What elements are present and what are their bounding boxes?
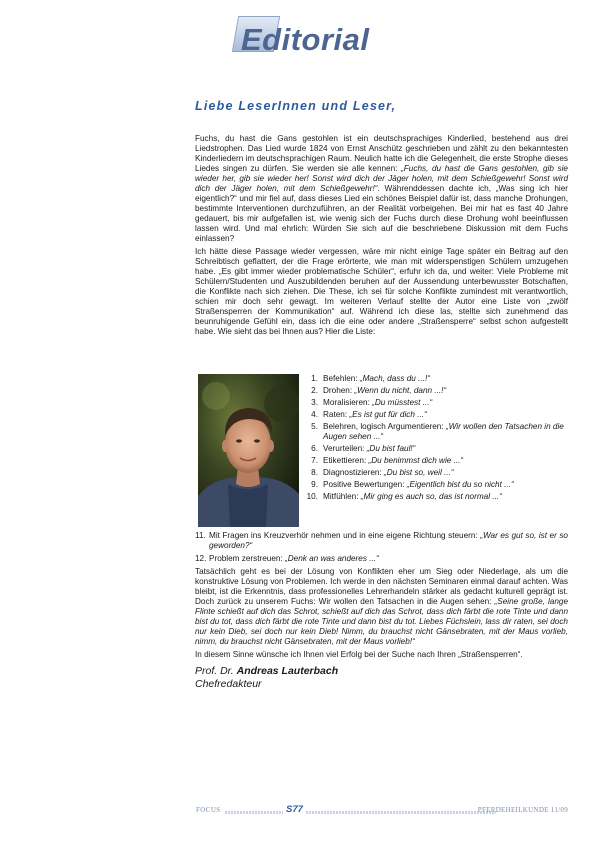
signature-title: Prof. Dr. xyxy=(195,665,237,677)
paragraph-4: In diesem Sinne wünsche ich Ihnen viel Erfolg bei der Suche nach Ihren „Straßensperren“. xyxy=(195,650,523,659)
list-item: 6. Verurteilen: „Du bist faul!“ xyxy=(311,444,416,453)
page-footer xyxy=(0,804,595,818)
list-item: 10. Mitfühlen: „Mir ging es auch so, das ist normal ...“ xyxy=(306,492,502,501)
paragraph-2: Ich hätte diese Passage wieder vergessen, wäre mir nicht einige Tage später ein Beitrag auf den Schreibtisch geflattert, der die Frage erörterte, wie man mit widerspenstigen Schülern umzugehen habe. „Es gibt immer wieder problematische Schüler“, erfuhr ich da, und weiter: Viele Probleme mit Schülern/Studenten und Auszubildenden beruhen auf der Aussendung unterbewusster Botschaften, die Konflikte nach sich ziehen. Die These, ich sei für solche Konflikte zumindest mit verantwortlich, schien mir doch sehr gewagt. Im weiteren Verlauf stellte der Autor eine Liste von „zwölf Straßensperren der Kommunikation“ auf. Während ich diese las, stellte sich zunehmend das beunruhigende Gefühl ein, dass ich die eine oder andere „Straßensperre“ selbst schon aufgestellt habe. Wie sieht das bei Ihnen aus? Hier die Liste: xyxy=(195,247,568,336)
paragraph-1-text: Fuchs, du hast die Gans gestohlen ist ein deutschsprachiges Kinderlied, bestehend aus drei Liedstrophen. Das Lied wurde 1824 von Ernst Anschütz geschrieben und zählt zu den bekanntesten Kinderliedern im deutschsprachigen Raum. Neulich hatte ich die Gelegenheit, die erste Strophe dieses Liedes singen zu dürfen. Sie werden sie alle kennen: xyxy=(195,134,568,173)
list-item: 3. Moralisieren: „Du müsstest ...“ xyxy=(311,398,433,407)
list-item: 12. Problem zerstreuen: „Denk an was anderes ...“ xyxy=(195,554,379,563)
song-quote: „Fuchs, du hast die Gans gestohlen, gib sie wieder her, gib sie wieder her! Sonst wird dich der Jäger holen, mit dem Schießgewehr! Sonst wird dich der Jäger holen, mit dem Schießgewehr!“ xyxy=(195,164,568,193)
portrait-illustration xyxy=(198,374,299,527)
footer-journal: PFERDEHEILKUNDE 11/09 xyxy=(477,806,568,814)
editorial-logo xyxy=(233,14,373,56)
paragraph-3 xyxy=(195,567,568,647)
list-item: 2. Drohen: „Wenn du nicht, dann ...!“ xyxy=(311,386,447,395)
footer-rule xyxy=(225,811,496,814)
signature-name: Andreas Lauterbach xyxy=(236,665,339,677)
body-lower xyxy=(195,531,568,691)
logo-text: Editorial xyxy=(241,22,370,57)
list-item: 11. Mit Fragen ins Kreuzverhör nehmen und in eine eigene Richtung steuern: „War es gut so, ist er so geworden?“ xyxy=(195,531,568,550)
footer-section: FOCUS xyxy=(196,806,221,814)
signature-name-line xyxy=(195,665,568,678)
paragraph-3-text: Tatsächlich geht es bei der Lösung von Konflikten eher um Sieg oder Niederlage, als um die konstruktive Lösung von Problemen. Ich werde in den nächsten Seminaren einmal darauf achten. Was bleibt, ist die Erkenntnis, dass professionelles Lehrerhandeln stärker als gedacht kulturell geprägt ist. Doch zurück zu unserem Fuchs: Wir wollen den Tatsachen in die Augen sehen: xyxy=(195,567,568,606)
list-item: 1. Befehlen: „Mach, dass du ...!“ xyxy=(311,374,430,383)
signature-block xyxy=(195,665,568,691)
editor-portrait-photo xyxy=(198,374,299,527)
list-item: 9. Positive Bewertungen: „Eigentlich bist du so nicht ...“ xyxy=(311,480,514,489)
list-item: 4. Raten: „Es ist gut für dich ...“ xyxy=(311,410,427,419)
roadblocks-list xyxy=(304,374,568,504)
page-number: S77 xyxy=(283,804,306,815)
list-item: 7. Etikettieren: „Du benimmst dich wie ...“ xyxy=(311,456,464,465)
song-quote-2: „Seine große, lange Flinte schießt auf dich das Schrot, schießt auf dich das Schrot, dass dich färbt die rote Tinte und dann bist du tot, dass dich färbt die rote Tinte und dann bist du tot. Liebes Füchslein, lass dir raten, sei doch nur kein Dieb, sei doch nur kein Dieb! Nimm, du brauchst nicht Gänsebraten, mit der Maus vorlieb, nimm, du brauchst nicht Gänsebraten, mit der Maus vorlieb!“ xyxy=(195,597,568,646)
signature-role: Chefredakteur xyxy=(195,678,262,690)
paragraph-1-continued: . Währenddessen dachte ich, „Was sing ich hier eigentlich?“ und mir fiel auf, dass dieses Lied ein schönes Beispiel dafür ist, dass manche Drohungen, bestimmte Interventionen durchzuführen, an der Realität vorbeigehen. Bei mir hat es fast 40 Jahre gedauert, bis mir aufgefallen ist, wie wenig sich der Fuchs durch diese Drohung wohl beeinflussen lassen wird. Und mal ehrlich: Würden Sie sich auf die beschriebene Diskussion mit dem Fuchs einlassen? xyxy=(195,184,568,243)
list-item: 5. Belehren, logisch Argumentieren: „Wir wollen den Tatsachen in die Augen sehen ...“ xyxy=(311,422,564,441)
list-item: 8. Diagnostizieren: „Du bist so, weil ...“ xyxy=(311,468,454,477)
paragraph-1 xyxy=(195,134,568,244)
body-upper xyxy=(195,134,568,340)
greeting-heading: Liebe LeserInnen und Leser, xyxy=(195,99,397,113)
